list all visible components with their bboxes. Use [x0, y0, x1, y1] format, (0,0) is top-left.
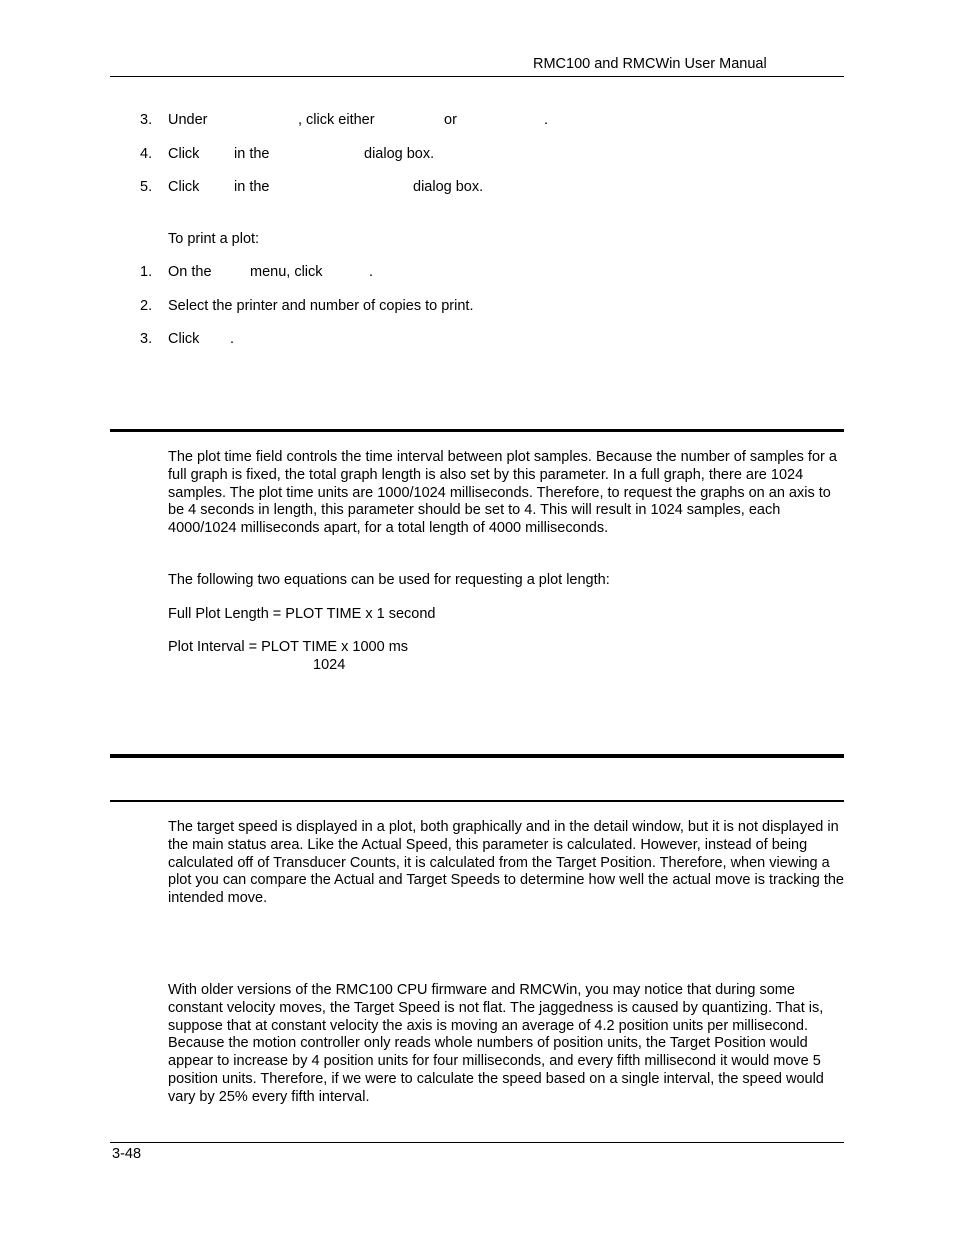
step-text: . — [369, 264, 374, 280]
step-text: dialog box. — [413, 179, 484, 195]
subsection-rule — [110, 800, 844, 802]
step-text: Under — [168, 112, 208, 128]
step-number: 3. — [140, 331, 153, 347]
step-number: 3. — [140, 112, 153, 128]
step-text: Click — [168, 146, 200, 162]
step-text: Click — [168, 179, 200, 195]
step-number: 1. — [140, 264, 153, 280]
section-rule — [110, 429, 844, 432]
equation-denominator: 1024 — [313, 657, 346, 673]
target-speed-quantizing-paragraph: With older versions of the RMC100 CPU firmware and RMCWin, you may notice that during some constant velocity moves, the Target Speed is not flat. The jaggedness is caused by quantizing. That is, suppose that at constant velocity the axis is moving an average of 4.2 position units per millisecond. Because the motion controller only reads whole numbers of position units, the Target Position would appear to increase by 4 position units for four milliseconds, and every fifth millisecond it would move 5 position units. Therefore, if we were to calculate the speed based on a single interval, the speed would vary by 25% every fifth interval. — [168, 982, 824, 1105]
step-text: . — [544, 112, 549, 128]
step-text: , click either — [298, 112, 375, 128]
step-text: in the — [234, 146, 270, 162]
running-header: RMC100 and RMCWin User Manual — [533, 56, 767, 72]
footer-rule — [110, 1142, 844, 1143]
step-number: 5. — [140, 179, 153, 195]
step-text: Select the printer and number of copies to print. — [168, 298, 474, 314]
equation-full-plot-length: Full Plot Length = PLOT TIME x 1 second — [168, 606, 436, 622]
step-number: 4. — [140, 146, 153, 162]
plot-time-paragraph: The plot time field controls the time interval between plot samples. Because the number of samples for a full graph is fixed, the total graph length is also set by this parameter. In a full graph, there are 1024 samples. The plot time units are 1000/1024 milliseconds. Therefore, to request the graphs on an axis to be 4 seconds in length, this parameter should be set to 4. This will result in 1024 samples, each 4000/1024 milliseconds apart, for a total length of 4000 milliseconds. — [168, 449, 837, 537]
step-text: On the — [168, 264, 212, 280]
step-text: Click — [168, 331, 200, 347]
page-number: 3-48 — [112, 1146, 142, 1162]
equation-plot-interval: Plot Interval = PLOT TIME x 1000 ms — [168, 639, 409, 655]
step-text: in the — [234, 179, 270, 195]
step-text: or — [444, 112, 457, 128]
step-text: dialog box. — [364, 146, 435, 162]
step-text: menu, click — [250, 264, 323, 280]
equations-intro: The following two equations can be used for requesting a plot length: — [168, 572, 610, 588]
header-rule — [110, 76, 844, 77]
target-speed-paragraph: The target speed is displayed in a plot, both graphically and in the detail window, but it is not displayed in the main status area. Like the Actual Speed, this parameter is calculated. However, instead of being calculated off of Transducer Counts, it is calculated from the Target Position. Therefore, when viewing a plot you can compare the Actual and Target Speeds to determine how well the actual move is tracking the intended move. — [168, 819, 844, 907]
step-text: . — [230, 331, 235, 347]
procedure-intro: To print a plot: — [168, 231, 260, 247]
step-number: 2. — [140, 298, 153, 314]
section-rule-heavy — [110, 754, 844, 758]
